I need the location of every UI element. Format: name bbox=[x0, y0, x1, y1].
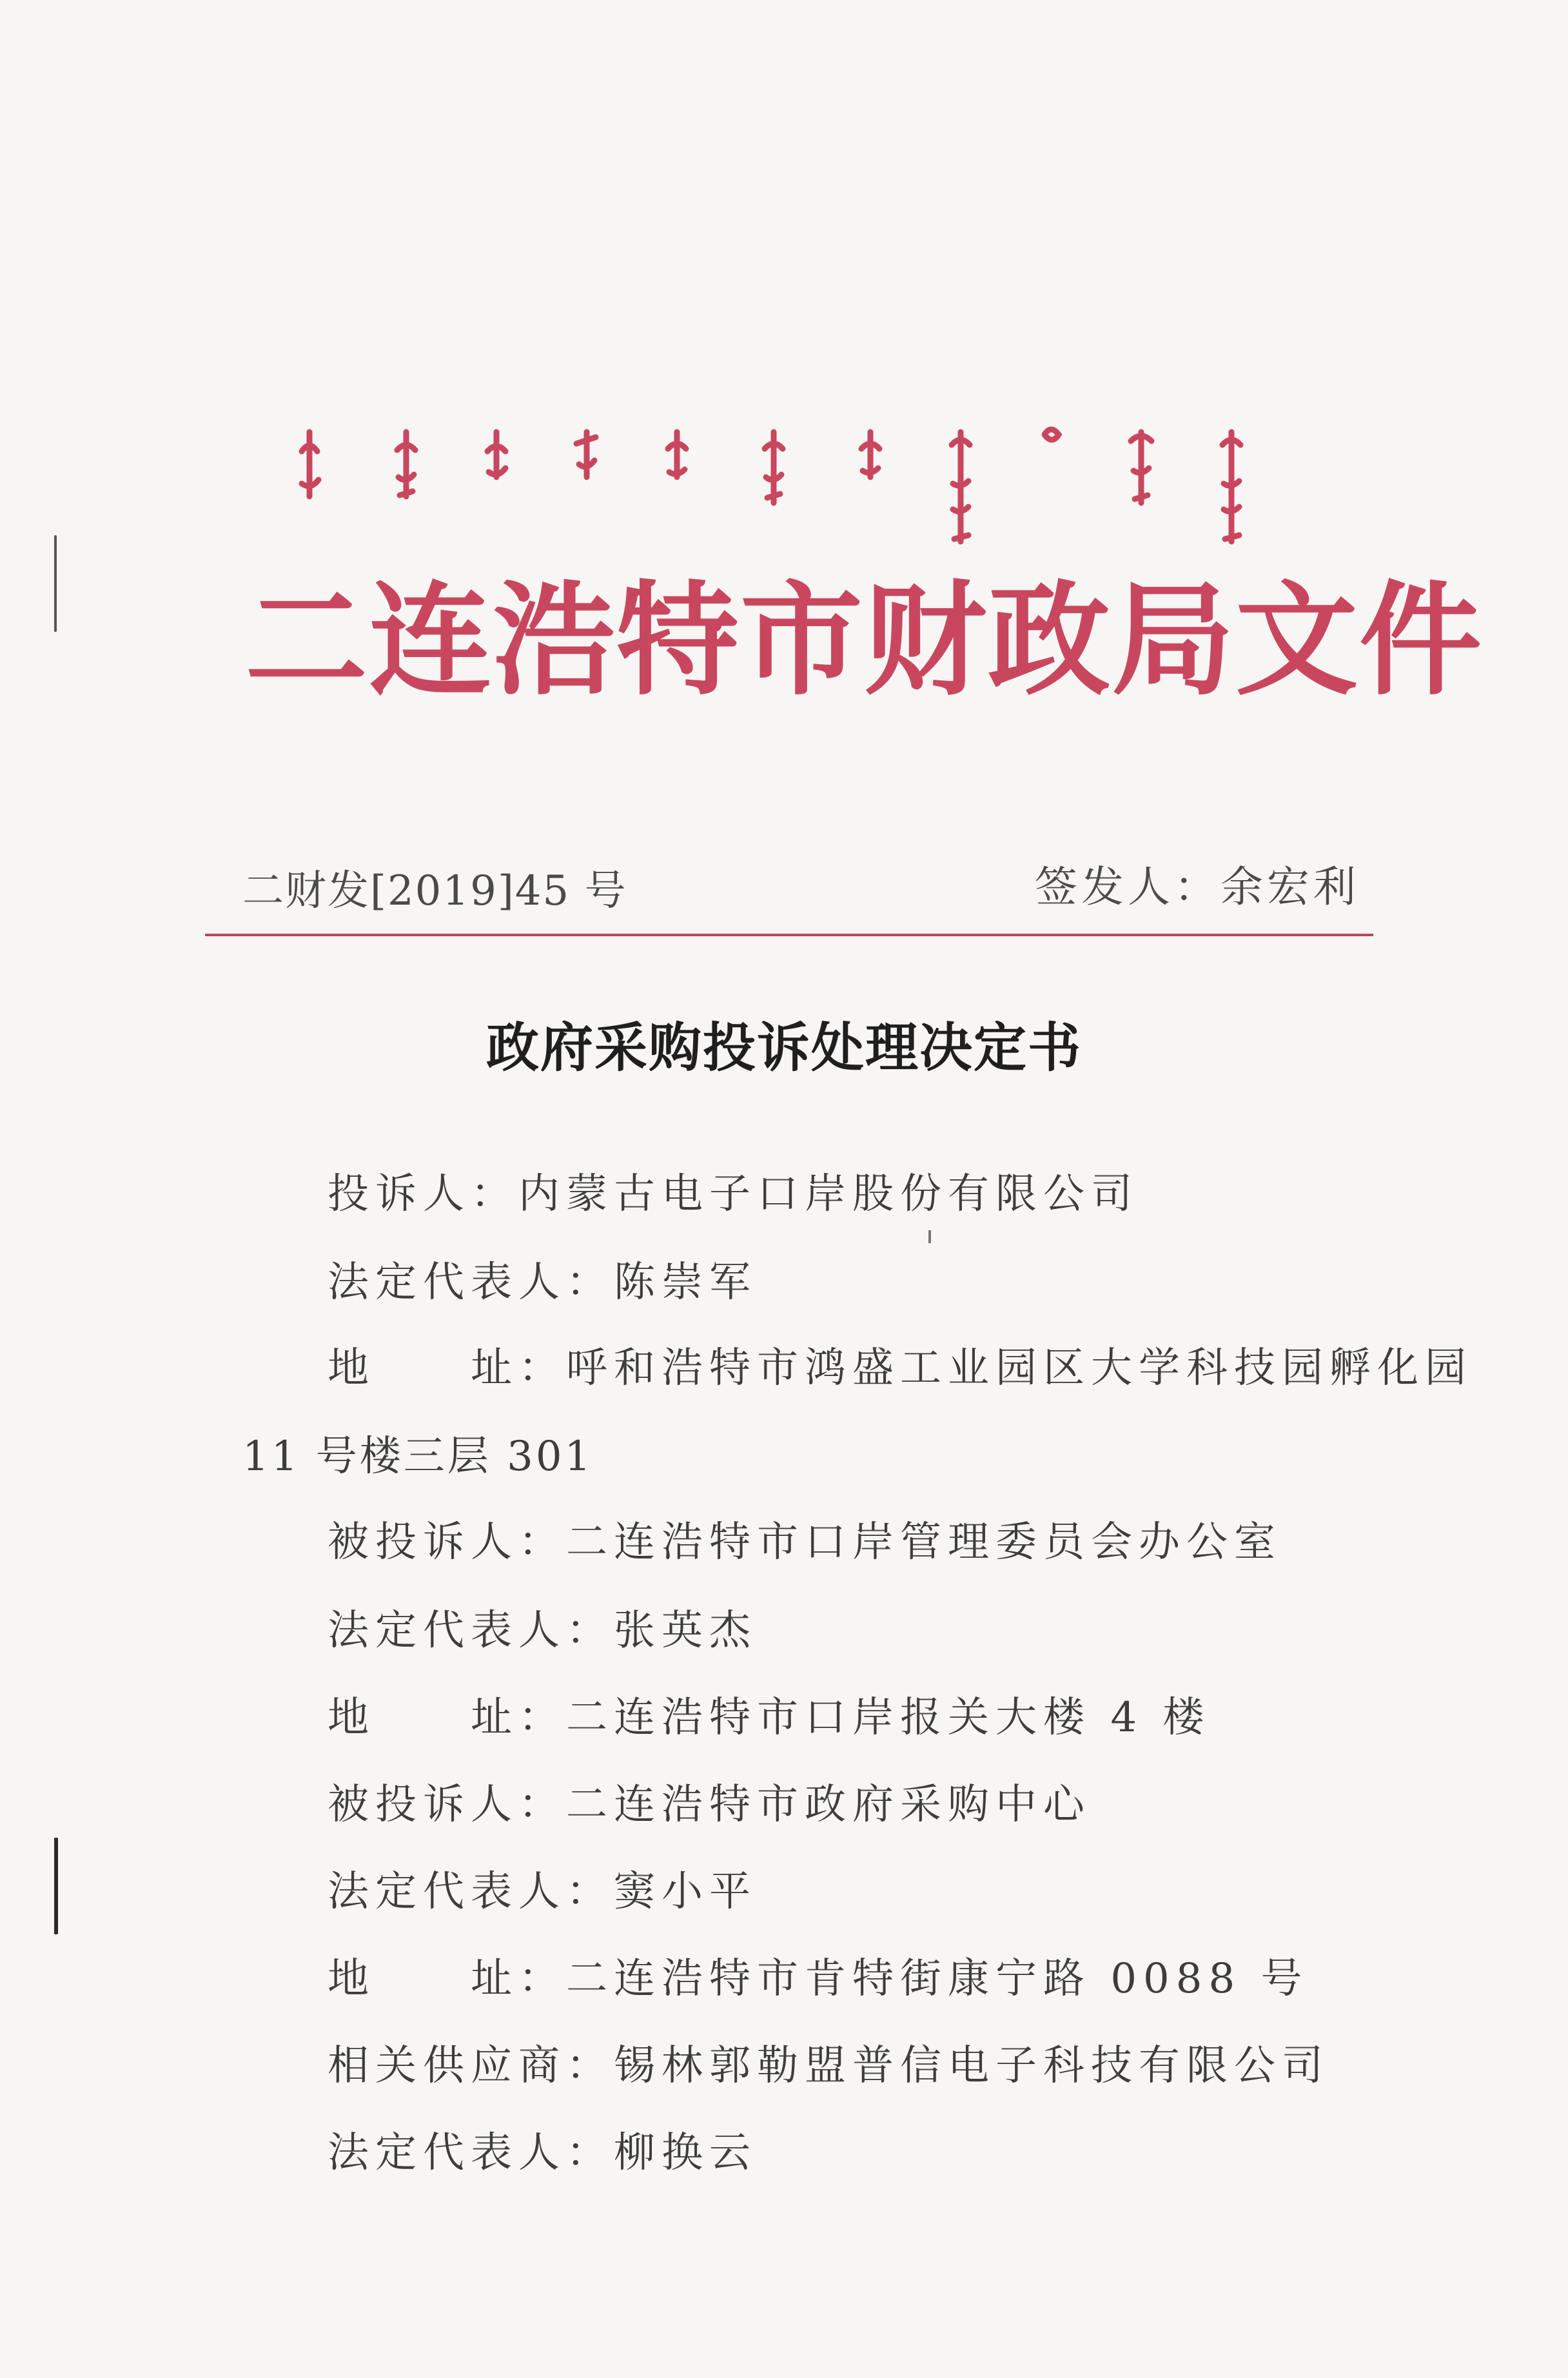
related-supplier-line bbox=[328, 2032, 1329, 2092]
header-divider-rule bbox=[205, 934, 1373, 936]
line-label: 法定代表人： bbox=[328, 1259, 614, 1306]
line-value: 锡林郭勒盟普信电子科技有限公司 bbox=[614, 2042, 1329, 2090]
mongol-glyph-3 bbox=[487, 432, 505, 477]
mongol-glyph-8 bbox=[952, 432, 970, 542]
line-value: 内蒙古电子口岸股份有限公司 bbox=[518, 1170, 1139, 1218]
complainant-line bbox=[328, 1161, 1139, 1220]
line-value: 柳换云 bbox=[614, 2129, 757, 2177]
mongol-glyph-5 bbox=[668, 432, 686, 477]
binding-mark-top bbox=[54, 535, 57, 632]
complainant-rep-line bbox=[328, 1249, 757, 1308]
line-value: 二连浩特市肯特街康宁路 0088 号 bbox=[566, 1955, 1309, 2003]
issuing-authority-title: 二连浩特市财政局文件 bbox=[245, 569, 1484, 712]
respondent-1-rep-line bbox=[328, 1597, 757, 1656]
complainant-address-continued bbox=[242, 1423, 593, 1482]
complainant-address-line bbox=[328, 1335, 1473, 1394]
line-value: 窦小平 bbox=[614, 1868, 757, 1916]
mongol-glyph-11 bbox=[1222, 432, 1240, 542]
mongolian-script-title bbox=[284, 413, 1315, 555]
line-value: 二连浩特市口岸报关大楼 4 楼 bbox=[566, 1694, 1211, 1742]
line-value: 二连浩特市政府采购中心 bbox=[566, 1781, 1091, 1829]
mongol-glyph-9 bbox=[1044, 429, 1059, 440]
mongol-glyph-1 bbox=[302, 432, 318, 496]
mongol-glyph-7 bbox=[861, 432, 879, 477]
signer: 签发人：余宏利 bbox=[1035, 862, 1360, 912]
line-label: 被投诉人： bbox=[328, 1518, 566, 1566]
mongol-glyph-10 bbox=[1131, 432, 1152, 503]
mongol-glyph-6 bbox=[765, 432, 783, 503]
related-supplier-rep-line bbox=[328, 2119, 757, 2179]
mongolian-glyphs bbox=[284, 413, 1315, 555]
respondent-1-address-line bbox=[328, 1684, 1210, 1744]
respondent-1-line bbox=[328, 1509, 1282, 1568]
line-label: 法定代表人： bbox=[328, 1868, 614, 1916]
line-value: 陈崇军 bbox=[614, 1259, 757, 1306]
line-value: 11 号楼三层 301 bbox=[242, 1433, 594, 1480]
line-label: 法定代表人： bbox=[328, 1607, 614, 1655]
binding-mark-bottom bbox=[54, 1838, 58, 1934]
scan-speck bbox=[928, 1230, 931, 1243]
mongol-glyph-4 bbox=[576, 432, 596, 477]
respondent-2-address-line bbox=[328, 1945, 1309, 2005]
line-label: 被投诉人： bbox=[328, 1781, 566, 1829]
mongol-glyph-2 bbox=[397, 432, 415, 496]
line-value: 张英杰 bbox=[614, 1607, 757, 1655]
line-label: 地 址： bbox=[328, 1694, 566, 1742]
respondent-2-rep-line bbox=[328, 1858, 757, 1918]
document-number: 二财发[2019]45 号 bbox=[242, 867, 627, 915]
line-label: 投诉人： bbox=[328, 1170, 518, 1218]
line-value: 二连浩特市口岸管理委员会办公室 bbox=[566, 1518, 1282, 1566]
line-value: 呼和浩特市鸿盛工业园区大学科技园孵化园 bbox=[566, 1344, 1473, 1392]
respondent-2-line bbox=[328, 1771, 1091, 1831]
line-label: 地 址： bbox=[328, 1955, 566, 2003]
line-label: 地 址： bbox=[328, 1344, 566, 1392]
document-heading: 政府采购投诉处理决定书 bbox=[485, 1017, 1082, 1079]
line-label: 相关供应商： bbox=[328, 2042, 614, 2090]
line-label: 法定代表人： bbox=[328, 2129, 614, 2177]
